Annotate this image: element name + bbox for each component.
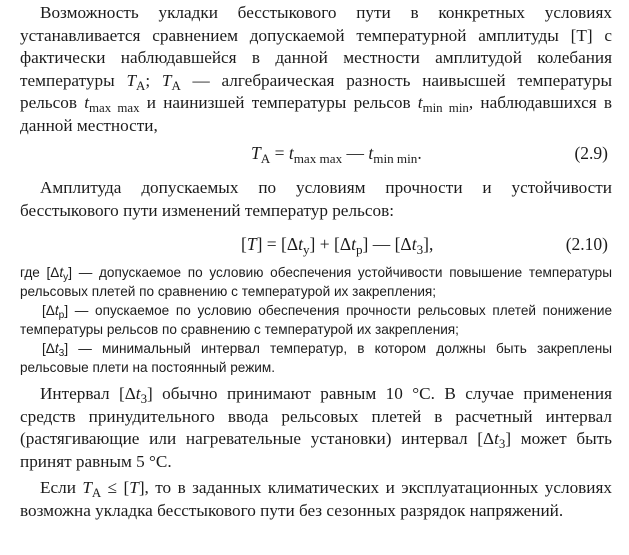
equation-number-2-9: (2.9): [574, 143, 608, 163]
equation-2-10: [20, 231, 612, 257]
equation-2-9: [20, 140, 612, 166]
note-minimal-interval: $[\Delta t_3]$ — минимальный интервал температур, в котором должны быть закреплены рельсовые плети на постоянный режим.: [20, 341, 612, 375]
note-strength-decrease: $[\Delta t_p]$ — опускаемое по условию обеспечения прочности рельсовых плетей понижение температуры рельсов по сравнению с температурой их закрепления;: [20, 303, 612, 337]
paragraph-allowed-amplitude: Амплитуда допускаемых по условиям прочности и устойчивости бесстыкового пути изменений температур рельсов:: [20, 178, 612, 220]
equation-2-10-formula: $[T] = [\Delta t_y] + [\Delta t_p]$ — $[\Delta t_3]$,: [241, 234, 434, 257]
equation-2-9-formula: $T_A = t_{max max}$ — $t_{min min}$.: [251, 143, 422, 166]
note-stability-increase: где $[\Delta t_y]$ — допускаемое по условию обеспечения устойчивости повышение температуры рельсовых плетей по сравнению с температурой их закрепления;: [20, 265, 612, 299]
paragraph-amplitude-intro: Возможность укладки бесстыкового пути в конкретных условиях устанавливается сравнением допускаемой температурной амплитуды [T] с фактически наблюдавшейся в данной местности амплитудой колебания температуры $T_A$; $T_A$ — алгебраическая разность наивысшей температуры рельсов $t_{max max}$ и наинизшей температуры рельсов $t_{min min}$, наблюдавшихся в данной местности,: [20, 3, 613, 135]
equation-number-2-10: (2.10): [565, 234, 608, 254]
paragraph-condition: Если $T_A \le [T]$, то в заданных климатических и эксплуатационных условиях возможна укладка бесстыкового пути без сезонных разрядок напряжений.: [20, 478, 612, 520]
paragraph-interval: Интервал $[\Delta t_3]$ обычно принимают равным 10 °С. В случае применения средств принудительного ввода рельсовых плетей в расчетный интервал (растягивающие или нагревательные установки) интервал $[\Delta t_3]$ может быть принят равным 5 °С.: [20, 384, 612, 471]
